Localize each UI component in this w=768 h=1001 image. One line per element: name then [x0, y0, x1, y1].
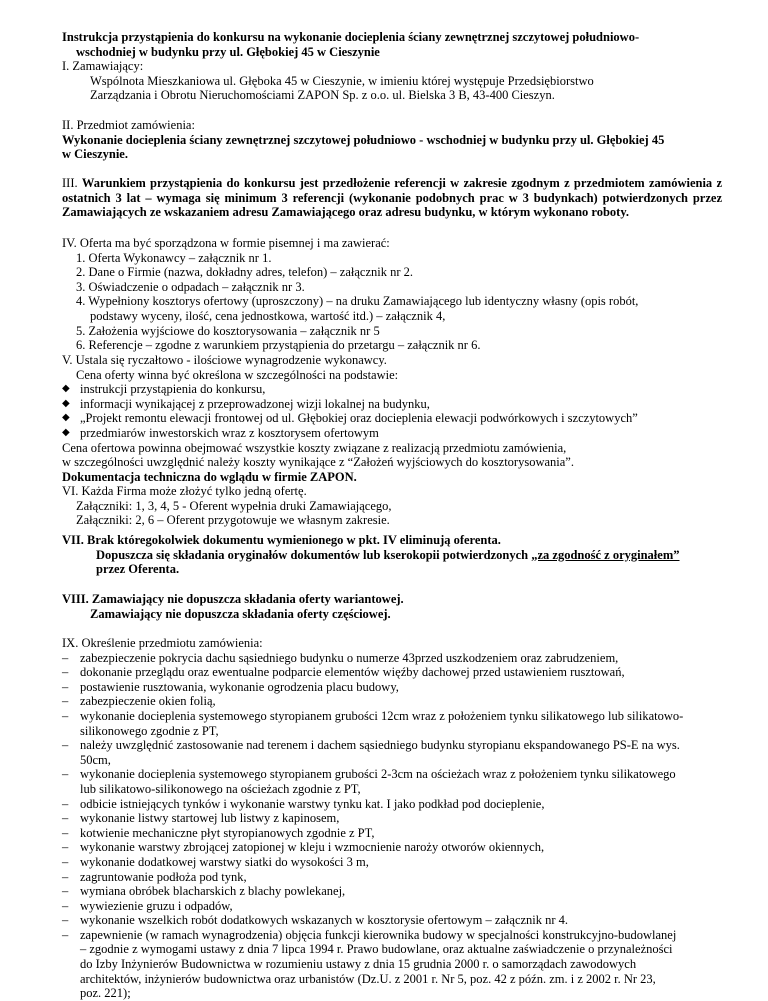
list-item-text [80, 884, 345, 899]
section-7-underlined: „za zgodność z oryginałem” [531, 547, 680, 562]
section-4-item: 6. Referencje – zgodne z warunkiem przystąpienia do przetargu – załącznik nr 6. [76, 338, 481, 353]
list-item-line: zabezpieczenie okien folią, [80, 694, 216, 709]
list-item-text [80, 709, 683, 738]
dash-bullet-icon: – [62, 811, 69, 826]
bullet-item: ◆ informacji wynikającej z przeprowadzonej wizji lokalnej na budynku, [62, 396, 430, 411]
title-line-2: wschodniej w budynku przy ul. Głębokiej 45 w Cieszynie [76, 44, 380, 59]
section-8-line-2: Zamawiający nie dopuszcza składania oferty częściowej. [90, 606, 391, 621]
section-4-item: 2. Dane o Firmie (nazwa, dokładny adres, telefon) – załącznik nr 2. [76, 265, 414, 280]
list-item-text [80, 694, 216, 709]
list-item-line: należy uwzględnić zastosowanie nad terenem i dachem sąsiedniego budynku styropianu ekspandowanego PS-E na wys. [80, 738, 680, 753]
section-2-heading: II. Przedmiot zamówienia: [62, 118, 195, 132]
section-3-paragraph [62, 176, 722, 220]
list-item-text [80, 665, 625, 680]
diamond-bullet-icon: ◆ [62, 397, 70, 409]
section-7-line-3: przez Oferenta. [96, 562, 180, 577]
section-4-item: 3. Oświadczenie o odpadach – załącznik nr 3. [76, 279, 305, 294]
list-item [62, 826, 722, 841]
section-7-line-2: Dopuszcza się składania oryginałów dokumentów lub kserokopii potwierdzonych „za zgodność z oryginałem” [96, 547, 680, 562]
bullet-item: ◆ przedmiarów inwestorskich wraz z kosztorysem ofertowym [62, 425, 379, 440]
list-item-text [80, 797, 544, 812]
section-6-line-1: VI. Każda Firma może złożyć tylko jedną ofertę. [62, 484, 307, 498]
list-item-line: kotwienie mechaniczne płyt styropianowych zgodnie z PT, [80, 825, 375, 840]
dash-bullet-icon: – [62, 927, 69, 942]
list-item [62, 651, 722, 666]
list-item-text [80, 680, 399, 695]
section-4-item: 5. Założenia wyjściowe do kosztorysowania – załącznik nr 5 [76, 323, 380, 338]
list-item-text [80, 651, 618, 666]
bullet-item: ◆ „Projekt remontu elewacji frontowej od ul. Głębokiej oraz docieplenia elewacji podwórkowych i szczytowych” [62, 411, 638, 426]
section-5-line-5: Dokumentacja techniczna do wglądu w firmie ZAPON. [62, 469, 357, 484]
list-item [62, 811, 722, 826]
list-item-line: wykonanie docieplenia systemowego styropianem grubości 2-3cm na ościeżach wraz z położeniem tynku silikatowego [80, 767, 676, 782]
section-4 [62, 236, 722, 353]
list-item [62, 855, 722, 870]
document-title [62, 30, 722, 59]
section-9-heading: IX. Określenie przedmiotu zamówienia: [62, 636, 263, 650]
dash-bullet-icon: – [62, 665, 69, 680]
list-item-text [80, 855, 369, 870]
list-item [62, 738, 722, 767]
list-item-line: wywiezienie gruzu i odpadów, [80, 898, 233, 913]
section-4-heading: IV. Oferta ma być sporządzona w formie pisemnej i ma zawierać: [62, 236, 390, 250]
section-1 [62, 59, 722, 103]
section-7 [62, 533, 722, 577]
list-item-line: zapewnienie (w ramach wynagrodzenia) objęcia funkcji kierownika budowy w specjalności konstrukcyjno-budowlanej [80, 927, 677, 942]
dash-bullet-icon: – [62, 694, 69, 709]
list-item-line: dokonanie przeglądu oraz ewentualne podparcie elementów więźby dachowej przed ustawieniem rusztowań, [80, 665, 625, 680]
list-item [62, 913, 722, 928]
list-item [62, 709, 722, 738]
section-6-line-3: Załączniki: 2, 6 – Oferent przygotowuje we własnym zakresie. [76, 513, 390, 528]
list-item [62, 870, 722, 885]
section-5-line-3: Cena ofertowa powinna obejmować wszystkie koszty związane z realizacją przedmiotu zamówienia, [62, 440, 567, 455]
section-6-line-2: Załączniki: 1, 3, 4, 5 - Oferent wypełnia druki Zamawiającego, [76, 498, 392, 513]
list-item-line: wykonanie warstwy zbrojącej zatopionej w kleju i wzmocnienie naroży otworów okiennych, [80, 840, 545, 855]
dash-bullet-icon: – [62, 708, 69, 723]
list-item-text [80, 899, 233, 914]
dash-bullet-icon: – [62, 884, 69, 899]
section-1-line-1: Wspólnota Mieszkaniowa ul. Głęboka 45 w Cieszynie, w imieniu której występuje Przedsiębiorstwo [90, 73, 594, 88]
diamond-bullet-icon: ◆ [62, 412, 70, 424]
list-item [62, 797, 722, 812]
bullet-item: ◆ instrukcji przystąpienia do konkursu, [62, 382, 266, 397]
section-3-text: Warunkiem przystąpienia do konkursu jest przedłożenie referencji w zakresie zgodnym z przedmiotem zamówienia z ostatnich 3 lat – wymaga się minimum 3 referencji (wykonanie podobnych prac w 3 budynkach) potwierdzonych przez Zamawiających ze wskazaniem adresu Zamawiającego oraz adresu budynku, w którym wykonano roboty. [62, 176, 722, 220]
list-item [62, 840, 722, 855]
list-item-line: postawienie rusztowania, wykonanie ogrodzenia placu budowy, [80, 679, 399, 694]
section-5-line-1: V. Ustala się ryczałtowo - ilościowe wynagrodzenie wykonawcy. [62, 353, 387, 367]
list-item-line: wykonanie wszelkich robót dodatkowych wskazanych w kosztorysie ofertowym – załącznik nr 4. [80, 913, 569, 928]
section-5-line-4: w szczególności uwzględnić należy koszty wynikające z “Założeń wyjściowych do kosztorysowania”. [62, 455, 574, 470]
list-item-text [80, 840, 544, 855]
dash-bullet-icon: – [62, 898, 69, 913]
title-line-1: Instrukcja przystąpienia do konkursu na wykonanie docieplenia ściany zewnętrznej szczytowej południowo- [62, 30, 640, 44]
list-item [62, 899, 722, 914]
section-8-line-1: VIII. Zamawiający nie dopuszcza składania oferty wariantowej. [62, 592, 404, 606]
list-item-line: poz. 221); [80, 986, 131, 1001]
section-6 [62, 484, 722, 528]
section-3 [62, 176, 722, 220]
list-item [62, 767, 722, 796]
section-2-line-2: w Cieszynie. [62, 147, 128, 162]
list-item [62, 680, 722, 695]
dash-bullet-icon: – [62, 679, 69, 694]
list-item-line: architektów, inżynierów budownictwa oraz urbanistów (Dz.U. z 2001 r. Nr 5, poz. 42 z późn. zm. i z 2002 r. Nr 23, [80, 971, 656, 986]
list-item-line: wymiana obróbek blacharskich z blachy powlekanej, [80, 884, 346, 899]
list-item [62, 665, 722, 680]
list-item-text [80, 928, 676, 1001]
section-8 [62, 592, 722, 621]
dash-bullet-icon: – [62, 825, 69, 840]
diamond-bullet-icon: ◆ [62, 383, 70, 395]
dash-bullet-icon: – [62, 796, 69, 811]
section-1-heading: I. Zamawiający: [62, 59, 144, 73]
list-item-line: silikonowego zgodnie z PT, [80, 723, 219, 738]
list-item-line: lub silikatowo-silikonowego na ościeżach zgodnie z PT, [80, 781, 361, 796]
dash-bullet-icon: – [62, 854, 69, 869]
list-item-line: – zgodnie z wymogami ustawy z dnia 7 lipca 1994 r. Prawo budowlane, oraz aktualne zaświadczenie o przynależności [80, 942, 673, 957]
section-9 [62, 636, 722, 1001]
diamond-bullet-icon: ◆ [62, 426, 70, 438]
section-7-line-1: VII. Brak któregokolwiek dokumentu wymienionego w pkt. IV eliminują oferenta. [62, 533, 501, 547]
dash-bullet-icon: – [62, 869, 69, 884]
section-3-number: III. [62, 176, 78, 190]
section-9-list [62, 651, 722, 1001]
section-4-item-cont: podstawy wyceny, ilość, cena jednostkowa, wartość itd.) – załącznik 4, [90, 308, 446, 323]
dash-bullet-icon: – [62, 767, 69, 782]
list-item-line: wykonanie dodatkowej warstwy siatki do wysokości 3 m, [80, 854, 369, 869]
list-item [62, 928, 722, 1001]
dash-bullet-icon: – [62, 840, 69, 855]
dash-bullet-icon: – [62, 913, 69, 928]
section-2-line-1: Wykonanie docieplenia ściany zewnętrznej szczytowej południowo - wschodniej w budynku przy ul. Głębokiej 45 [62, 132, 665, 147]
section-4-item: 1. Oferta Wykonawcy – załącznik nr 1. [76, 250, 272, 265]
list-item-text [80, 738, 680, 767]
dash-bullet-icon: – [62, 738, 69, 753]
list-item-line: wykonanie listwy startowej lub listwy z kapinosem, [80, 811, 340, 826]
section-5-line-2: Cena oferty winna być określona w szczególności na podstawie: [76, 367, 399, 382]
list-item-text [80, 913, 568, 928]
list-item-line: do Izby Inżynierów Budownictwa w rozumieniu ustawy z dnia 15 grudnia 2000 r. o samorządach zawodowych [80, 957, 637, 972]
section-2 [62, 118, 722, 162]
list-item [62, 884, 722, 899]
dash-bullet-icon: – [62, 650, 69, 665]
list-item-text [80, 870, 247, 885]
list-item-text [80, 767, 676, 796]
section-4-item: 4. Wypełniony kosztorys ofertowy (uproszczony) – na druku Zamawiającego lub identyczny własny (opis robót, [76, 294, 639, 309]
list-item [62, 694, 722, 709]
list-item-line: zagruntowanie podłoża pod tynk, [80, 869, 247, 884]
section-1-line-2: Zarządzania i Obrotu Nieruchomościami ZAPON Sp. z o.o. ul. Bielska 3 B, 43-400 Cieszyn. [90, 88, 555, 103]
list-item-text [80, 811, 339, 826]
list-item-line: 50cm, [80, 752, 111, 767]
list-item-text [80, 826, 374, 841]
list-item-line: odbicie istniejących tynków i wykonanie warstwy tynku kat. I jako podkład pod docieplenie, [80, 796, 545, 811]
list-item-line: zabezpieczenie pokrycia dachu sąsiedniego budynku o numerze 43przed uszkodzeniem oraz zabrudzeniem, [80, 650, 619, 665]
list-item-line: wykonanie docieplenia systemowego styropianem grubości 12cm wraz z położeniem tynku silikatowego lub silikatowo- [80, 708, 684, 723]
section-5 [62, 353, 722, 484]
